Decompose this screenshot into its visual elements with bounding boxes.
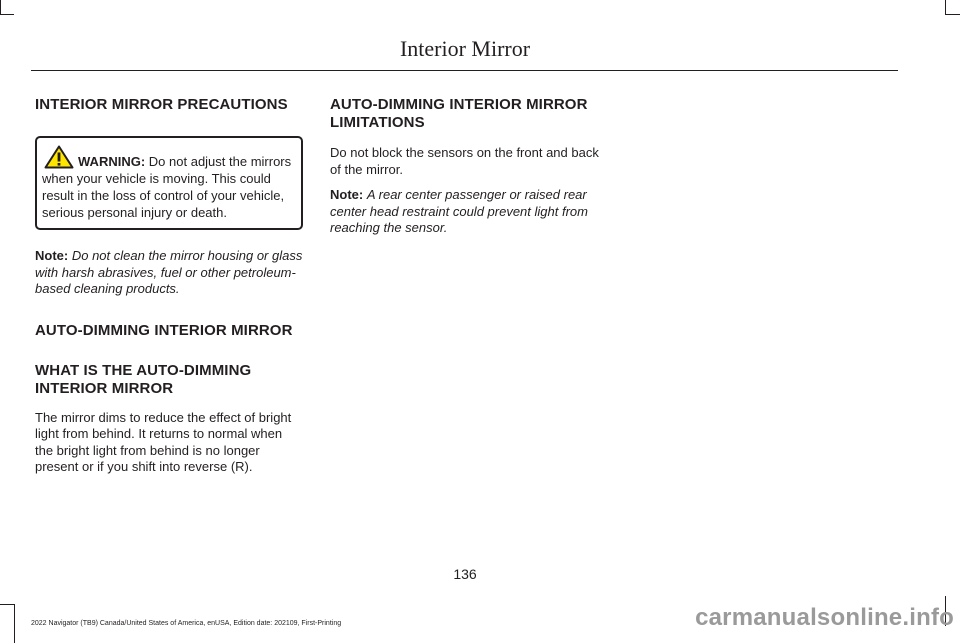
page-number: 136 xyxy=(453,566,477,582)
heading-limitations: AUTO-DIMMING INTERIOR MIRROR LIMITATIONS xyxy=(330,96,588,131)
note-label: Note: xyxy=(330,187,364,202)
warning-label: WARNING: xyxy=(78,154,146,169)
heading-what-is-auto-dimming: WHAT IS THE AUTO-DIMMING INTERIOR MIRROR xyxy=(35,361,252,397)
right-column xyxy=(330,96,602,237)
heading-auto-dimming-interior-mirror: AUTO-DIMMING INTERIOR MIRROR xyxy=(35,321,293,339)
heading-interior-mirror-precautions: INTERIOR MIRROR PRECAUTIONS xyxy=(35,96,288,113)
left-column xyxy=(35,96,303,476)
note-label: Note: xyxy=(35,248,69,263)
warning-text: Do not adjust the mirrors when your vehicle is moving. This could result in the loss of control of your vehicle, serious personal injury or death. xyxy=(42,154,292,220)
crop-mark xyxy=(0,14,14,15)
header-rule xyxy=(31,70,898,71)
limitations-body: Do not block the sensors on the front and back of the mirror. xyxy=(330,145,599,177)
watermark: carmanualsonline.info xyxy=(695,604,954,631)
crop-mark xyxy=(945,14,960,15)
what-is-body: The mirror dims to reduce the effect of bright light from behind. It returns to normal when the bright light from behind is no longer present or if you shift into reverse (R). xyxy=(35,409,292,474)
crop-mark xyxy=(0,604,14,605)
note-mirror-cleaning xyxy=(35,248,303,298)
warning-triangle-icon xyxy=(44,145,74,169)
note-sensor xyxy=(330,187,602,237)
footer-edition-text: 2022 Navigator (TB9) Canada/United States of America, enUSA, Edition date: 202109, First-Printing xyxy=(31,620,342,627)
page-header-title: Interior Mirror xyxy=(399,36,531,61)
crop-mark xyxy=(0,0,1,14)
note-text: Do not clean the mirror housing or glass with harsh abrasives, fuel or other petroleum-based cleaning products. xyxy=(35,248,303,296)
crop-mark xyxy=(14,604,15,643)
crop-mark xyxy=(945,0,946,14)
note-text: A rear center passenger or raised rear center head restraint could prevent light from reaching the sensor. xyxy=(330,187,588,235)
warning-box xyxy=(35,136,303,230)
